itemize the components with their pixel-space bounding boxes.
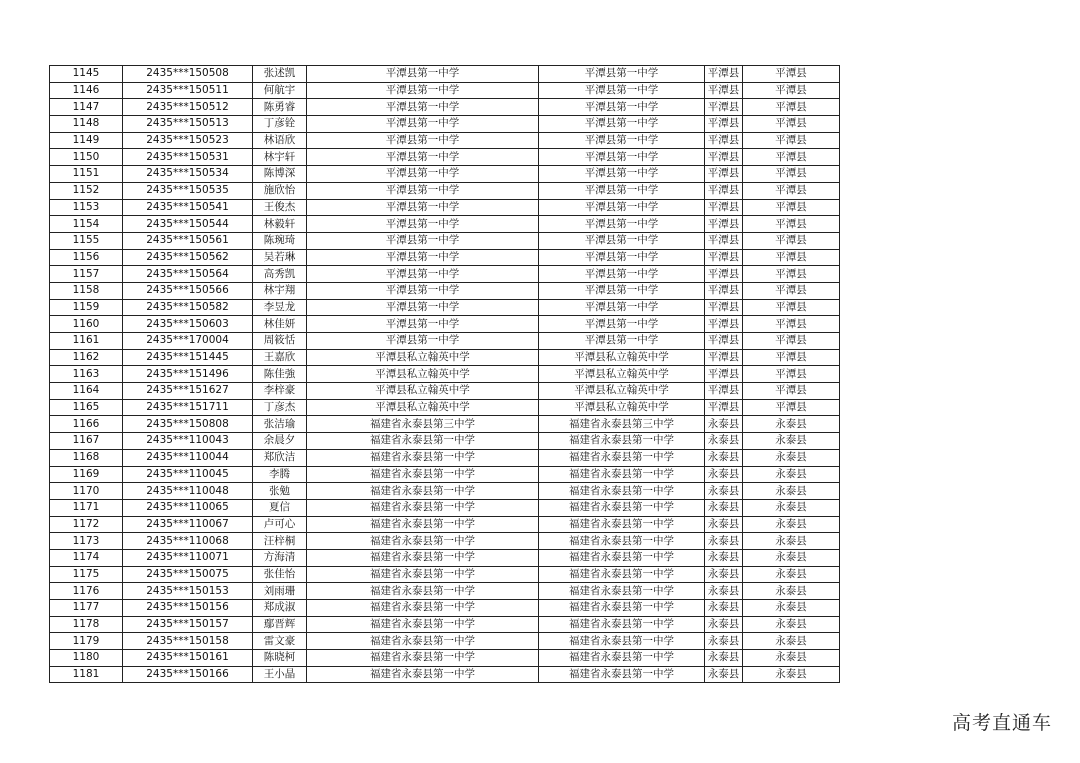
- exam-id-cell: 2435***110067: [123, 516, 253, 533]
- county-dup-cell: 平潭县: [743, 366, 840, 383]
- table-row: [50, 666, 840, 683]
- exam-id-cell: 2435***150562: [123, 249, 253, 266]
- school-dup-cell: 福建省永泰县第一中学: [539, 466, 705, 483]
- table-row: [50, 616, 840, 633]
- student-name-cell: 李梓豪: [253, 383, 307, 400]
- student-roster-table: [49, 65, 840, 683]
- table-row: [50, 232, 840, 249]
- row-number-cell: 1181: [50, 666, 123, 683]
- county-dup-cell: 平潭县: [743, 82, 840, 99]
- school-cell: 福建省永泰县第一中学: [307, 583, 539, 600]
- exam-id-cell: 2435***150156: [123, 600, 253, 617]
- county-dup-cell: 永泰县: [743, 499, 840, 516]
- table-row: [50, 499, 840, 516]
- county-dup-cell: 永泰县: [743, 600, 840, 617]
- school-dup-cell: 平潭县第一中学: [539, 282, 705, 299]
- roster-body: [50, 66, 840, 683]
- table-row: [50, 249, 840, 266]
- school-cell: 福建省永泰县第三中学: [307, 416, 539, 433]
- county-cell: 平潭县: [705, 249, 743, 266]
- table-row: [50, 383, 840, 400]
- county-dup-cell: 永泰县: [743, 516, 840, 533]
- county-cell: 平潭县: [705, 266, 743, 283]
- exam-id-cell: 2435***110048: [123, 483, 253, 500]
- school-dup-cell: 福建省永泰县第一中学: [539, 449, 705, 466]
- exam-id-cell: 2435***110043: [123, 433, 253, 450]
- row-number-cell: 1157: [50, 266, 123, 283]
- student-name-cell: 施欣怡: [253, 182, 307, 199]
- exam-id-cell: 2435***150541: [123, 199, 253, 216]
- school-cell: 平潭县第一中学: [307, 299, 539, 316]
- exam-id-cell: 2435***150075: [123, 566, 253, 583]
- county-dup-cell: 平潭县: [743, 199, 840, 216]
- school-dup-cell: 福建省永泰县第一中学: [539, 616, 705, 633]
- table-row: [50, 166, 840, 183]
- student-name-cell: 王俊杰: [253, 199, 307, 216]
- county-dup-cell: 平潭县: [743, 333, 840, 350]
- school-dup-cell: 平潭县第一中学: [539, 132, 705, 149]
- exam-id-cell: 2435***150157: [123, 616, 253, 633]
- county-cell: 永泰县: [705, 466, 743, 483]
- table-row: [50, 650, 840, 667]
- row-number-cell: 1164: [50, 383, 123, 400]
- county-cell: 永泰县: [705, 566, 743, 583]
- table-row: [50, 82, 840, 99]
- exam-id-cell: 2435***110065: [123, 499, 253, 516]
- student-name-cell: 林佳妍: [253, 316, 307, 333]
- school-dup-cell: 平潭县私立翰英中学: [539, 349, 705, 366]
- table-row: [50, 633, 840, 650]
- table-row: [50, 316, 840, 333]
- table-row: [50, 132, 840, 149]
- table-row: [50, 466, 840, 483]
- school-cell: 福建省永泰县第一中学: [307, 549, 539, 566]
- county-dup-cell: 永泰县: [743, 416, 840, 433]
- school-cell: 平潭县第一中学: [307, 282, 539, 299]
- exam-id-cell: 2435***150561: [123, 232, 253, 249]
- student-name-cell: 夏信: [253, 499, 307, 516]
- student-name-cell: 卢可心: [253, 516, 307, 533]
- student-name-cell: 周筱恬: [253, 333, 307, 350]
- school-dup-cell: 平潭县第一中学: [539, 333, 705, 350]
- table-row: [50, 282, 840, 299]
- table-row: [50, 216, 840, 233]
- school-dup-cell: 福建省永泰县第一中学: [539, 633, 705, 650]
- student-name-cell: 王小晶: [253, 666, 307, 683]
- student-name-cell: 郑欣洁: [253, 449, 307, 466]
- exam-id-cell: 2435***110071: [123, 549, 253, 566]
- school-cell: 福建省永泰县第一中学: [307, 566, 539, 583]
- county-dup-cell: 永泰县: [743, 449, 840, 466]
- county-dup-cell: 平潭县: [743, 249, 840, 266]
- county-dup-cell: 永泰县: [743, 633, 840, 650]
- student-name-cell: 林宇翔: [253, 282, 307, 299]
- row-number-cell: 1167: [50, 433, 123, 450]
- school-cell: 福建省永泰县第一中学: [307, 466, 539, 483]
- exam-id-cell: 2435***110045: [123, 466, 253, 483]
- school-cell: 平潭县第一中学: [307, 232, 539, 249]
- exam-id-cell: 2435***150564: [123, 266, 253, 283]
- school-dup-cell: 平潭县第一中学: [539, 316, 705, 333]
- county-dup-cell: 永泰县: [743, 566, 840, 583]
- county-cell: 平潭县: [705, 216, 743, 233]
- student-name-cell: 李腾: [253, 466, 307, 483]
- county-cell: 平潭县: [705, 116, 743, 133]
- exam-id-cell: 2435***150582: [123, 299, 253, 316]
- county-cell: 永泰县: [705, 533, 743, 550]
- student-name-cell: 何航宇: [253, 82, 307, 99]
- county-cell: 永泰县: [705, 666, 743, 683]
- row-number-cell: 1168: [50, 449, 123, 466]
- county-cell: 永泰县: [705, 633, 743, 650]
- student-name-cell: 林语欣: [253, 132, 307, 149]
- county-dup-cell: 平潭县: [743, 266, 840, 283]
- student-name-cell: 林毅轩: [253, 216, 307, 233]
- county-cell: 平潭县: [705, 149, 743, 166]
- school-dup-cell: 福建省永泰县第一中学: [539, 666, 705, 683]
- school-cell: 平潭县第一中学: [307, 182, 539, 199]
- student-name-cell: 张述凯: [253, 66, 307, 83]
- county-dup-cell: 平潭县: [743, 216, 840, 233]
- table-row: [50, 549, 840, 566]
- school-cell: 平潭县私立翰英中学: [307, 366, 539, 383]
- student-name-cell: 汪梓桐: [253, 533, 307, 550]
- row-number-cell: 1172: [50, 516, 123, 533]
- row-number-cell: 1162: [50, 349, 123, 366]
- table-row: [50, 516, 840, 533]
- student-name-cell: 林宇轩: [253, 149, 307, 166]
- county-cell: 永泰县: [705, 449, 743, 466]
- table-row: [50, 416, 840, 433]
- county-dup-cell: 平潭县: [743, 182, 840, 199]
- row-number-cell: 1173: [50, 533, 123, 550]
- county-cell: 平潭县: [705, 166, 743, 183]
- row-number-cell: 1161: [50, 333, 123, 350]
- school-cell: 平潭县第一中学: [307, 216, 539, 233]
- school-dup-cell: 平潭县第一中学: [539, 199, 705, 216]
- exam-id-cell: 2435***151711: [123, 399, 253, 416]
- school-dup-cell: 福建省永泰县第一中学: [539, 566, 705, 583]
- row-number-cell: 1174: [50, 549, 123, 566]
- table-row: [50, 583, 840, 600]
- school-dup-cell: 平潭县私立翰英中学: [539, 383, 705, 400]
- row-number-cell: 1170: [50, 483, 123, 500]
- county-cell: 平潭县: [705, 399, 743, 416]
- exam-id-cell: 2435***150511: [123, 82, 253, 99]
- student-name-cell: 鄢晋辉: [253, 616, 307, 633]
- exam-id-cell: 2435***150166: [123, 666, 253, 683]
- table-row: [50, 366, 840, 383]
- school-cell: 平潭县第一中学: [307, 66, 539, 83]
- county-dup-cell: 永泰县: [743, 466, 840, 483]
- student-name-cell: 王嘉欣: [253, 349, 307, 366]
- county-dup-cell: 平潭县: [743, 132, 840, 149]
- county-dup-cell: 平潭县: [743, 66, 840, 83]
- school-cell: 平潭县私立翰英中学: [307, 383, 539, 400]
- student-name-cell: 陈晓柯: [253, 650, 307, 667]
- school-dup-cell: 福建省永泰县第三中学: [539, 416, 705, 433]
- school-dup-cell: 福建省永泰县第一中学: [539, 433, 705, 450]
- student-name-cell: 雷文豪: [253, 633, 307, 650]
- county-cell: 平潭县: [705, 316, 743, 333]
- table-row: [50, 566, 840, 583]
- exam-id-cell: 2435***150523: [123, 132, 253, 149]
- row-number-cell: 1176: [50, 583, 123, 600]
- county-dup-cell: 平潭县: [743, 349, 840, 366]
- school-cell: 平潭县第一中学: [307, 333, 539, 350]
- exam-id-cell: 2435***150153: [123, 583, 253, 600]
- county-dup-cell: 平潭县: [743, 282, 840, 299]
- row-number-cell: 1155: [50, 232, 123, 249]
- row-number-cell: 1169: [50, 466, 123, 483]
- row-number-cell: 1145: [50, 66, 123, 83]
- county-dup-cell: 平潭县: [743, 399, 840, 416]
- table-row: [50, 99, 840, 116]
- exam-id-cell: 2435***110068: [123, 533, 253, 550]
- row-number-cell: 1152: [50, 182, 123, 199]
- school-dup-cell: 平潭县第一中学: [539, 216, 705, 233]
- school-dup-cell: 平潭县私立翰英中学: [539, 366, 705, 383]
- table-row: [50, 600, 840, 617]
- county-dup-cell: 平潭县: [743, 116, 840, 133]
- row-number-cell: 1153: [50, 199, 123, 216]
- table-row: [50, 149, 840, 166]
- exam-id-cell: 2435***150566: [123, 282, 253, 299]
- row-number-cell: 1179: [50, 633, 123, 650]
- student-name-cell: 李昱龙: [253, 299, 307, 316]
- county-cell: 永泰县: [705, 616, 743, 633]
- school-dup-cell: 福建省永泰县第一中学: [539, 516, 705, 533]
- school-cell: 平潭县第一中学: [307, 132, 539, 149]
- row-number-cell: 1177: [50, 600, 123, 617]
- school-cell: 福建省永泰县第一中学: [307, 650, 539, 667]
- row-number-cell: 1178: [50, 616, 123, 633]
- school-cell: 平潭县私立翰英中学: [307, 349, 539, 366]
- county-dup-cell: 永泰县: [743, 533, 840, 550]
- exam-id-cell: 2435***150158: [123, 633, 253, 650]
- county-dup-cell: 永泰县: [743, 483, 840, 500]
- school-cell: 福建省永泰县第一中学: [307, 449, 539, 466]
- table-row: [50, 299, 840, 316]
- county-cell: 平潭县: [705, 282, 743, 299]
- school-dup-cell: 福建省永泰县第一中学: [539, 549, 705, 566]
- row-number-cell: 1165: [50, 399, 123, 416]
- row-number-cell: 1163: [50, 366, 123, 383]
- county-dup-cell: 永泰县: [743, 549, 840, 566]
- table-row: [50, 483, 840, 500]
- student-name-cell: 余晨夕: [253, 433, 307, 450]
- student-name-cell: 陈琬琦: [253, 232, 307, 249]
- exam-id-cell: 2435***150603: [123, 316, 253, 333]
- school-cell: 平潭县第一中学: [307, 149, 539, 166]
- school-dup-cell: 平潭县第一中学: [539, 149, 705, 166]
- row-number-cell: 1149: [50, 132, 123, 149]
- exam-id-cell: 2435***150512: [123, 99, 253, 116]
- county-cell: 平潭县: [705, 333, 743, 350]
- exam-id-cell: 2435***150531: [123, 149, 253, 166]
- county-cell: 平潭县: [705, 349, 743, 366]
- school-cell: 平潭县第一中学: [307, 249, 539, 266]
- county-cell: 平潭县: [705, 299, 743, 316]
- table-row: [50, 349, 840, 366]
- county-cell: 永泰县: [705, 483, 743, 500]
- exam-id-cell: 2435***150544: [123, 216, 253, 233]
- row-number-cell: 1154: [50, 216, 123, 233]
- county-dup-cell: 平潭县: [743, 99, 840, 116]
- school-cell: 福建省永泰县第一中学: [307, 666, 539, 683]
- student-name-cell: 郑成淑: [253, 600, 307, 617]
- county-cell: 平潭县: [705, 232, 743, 249]
- student-name-cell: 张洁瑜: [253, 416, 307, 433]
- county-cell: 平潭县: [705, 66, 743, 83]
- school-cell: 福建省永泰县第一中学: [307, 499, 539, 516]
- student-name-cell: 陈佳強: [253, 366, 307, 383]
- student-name-cell: 张勉: [253, 483, 307, 500]
- student-name-cell: 陈勇睿: [253, 99, 307, 116]
- school-dup-cell: 平潭县第一中学: [539, 116, 705, 133]
- student-name-cell: 张佳怡: [253, 566, 307, 583]
- table-row: [50, 533, 840, 550]
- table-row: [50, 66, 840, 83]
- county-dup-cell: 平潭县: [743, 299, 840, 316]
- county-cell: 平潭县: [705, 199, 743, 216]
- exam-id-cell: 2435***150513: [123, 116, 253, 133]
- table-row: [50, 182, 840, 199]
- exam-id-cell: 2435***150534: [123, 166, 253, 183]
- table-row: [50, 199, 840, 216]
- school-cell: 福建省永泰县第一中学: [307, 483, 539, 500]
- student-name-cell: 刘雨珊: [253, 583, 307, 600]
- row-number-cell: 1159: [50, 299, 123, 316]
- row-number-cell: 1158: [50, 282, 123, 299]
- county-cell: 永泰县: [705, 583, 743, 600]
- county-cell: 平潭县: [705, 132, 743, 149]
- student-name-cell: 陈博深: [253, 166, 307, 183]
- watermark-logo-text: 高考直通车: [951, 712, 1052, 734]
- table-row: [50, 449, 840, 466]
- school-cell: 福建省永泰县第一中学: [307, 433, 539, 450]
- school-cell: 平潭县第一中学: [307, 166, 539, 183]
- school-dup-cell: 福建省永泰县第一中学: [539, 483, 705, 500]
- row-number-cell: 1160: [50, 316, 123, 333]
- row-number-cell: 1146: [50, 82, 123, 99]
- school-cell: 福建省永泰县第一中学: [307, 533, 539, 550]
- county-dup-cell: 平潭县: [743, 166, 840, 183]
- row-number-cell: 1151: [50, 166, 123, 183]
- county-cell: 平潭县: [705, 82, 743, 99]
- school-cell: 平潭县第一中学: [307, 316, 539, 333]
- school-cell: 平潭县第一中学: [307, 99, 539, 116]
- county-cell: 平潭县: [705, 182, 743, 199]
- county-dup-cell: 平潭县: [743, 232, 840, 249]
- row-number-cell: 1166: [50, 416, 123, 433]
- county-cell: 永泰县: [705, 516, 743, 533]
- school-dup-cell: 平潭县第一中学: [539, 166, 705, 183]
- student-name-cell: 丁彦杰: [253, 399, 307, 416]
- school-cell: 福建省永泰县第一中学: [307, 516, 539, 533]
- exam-id-cell: 2435***151496: [123, 366, 253, 383]
- student-name-cell: 吴若琳: [253, 249, 307, 266]
- student-name-cell: 方海清: [253, 549, 307, 566]
- row-number-cell: 1180: [50, 650, 123, 667]
- school-cell: 平潭县第一中学: [307, 82, 539, 99]
- exam-id-cell: 2435***110044: [123, 449, 253, 466]
- school-dup-cell: 福建省永泰县第一中学: [539, 650, 705, 667]
- county-dup-cell: 永泰县: [743, 666, 840, 683]
- row-number-cell: 1171: [50, 499, 123, 516]
- school-dup-cell: 平潭县第一中学: [539, 299, 705, 316]
- school-dup-cell: 平潭县私立翰英中学: [539, 399, 705, 416]
- row-number-cell: 1150: [50, 149, 123, 166]
- county-cell: 永泰县: [705, 549, 743, 566]
- school-cell: 福建省永泰县第一中学: [307, 633, 539, 650]
- school-dup-cell: 平潭县第一中学: [539, 99, 705, 116]
- school-dup-cell: 福建省永泰县第一中学: [539, 499, 705, 516]
- school-cell: 平潭县第一中学: [307, 116, 539, 133]
- county-cell: 平潭县: [705, 99, 743, 116]
- exam-id-cell: 2435***150161: [123, 650, 253, 667]
- row-number-cell: 1148: [50, 116, 123, 133]
- student-name-cell: 高秀凯: [253, 266, 307, 283]
- school-dup-cell: 平潭县第一中学: [539, 66, 705, 83]
- exam-id-cell: 2435***151627: [123, 383, 253, 400]
- county-cell: 永泰县: [705, 499, 743, 516]
- table-row: [50, 333, 840, 350]
- exam-id-cell: 2435***170004: [123, 333, 253, 350]
- school-dup-cell: 平潭县第一中学: [539, 249, 705, 266]
- county-dup-cell: 永泰县: [743, 583, 840, 600]
- county-cell: 永泰县: [705, 650, 743, 667]
- school-cell: 平潭县第一中学: [307, 199, 539, 216]
- row-number-cell: 1175: [50, 566, 123, 583]
- school-cell: 福建省永泰县第一中学: [307, 600, 539, 617]
- school-cell: 平潭县第一中学: [307, 266, 539, 283]
- table-row: [50, 266, 840, 283]
- school-dup-cell: 平潭县第一中学: [539, 232, 705, 249]
- exam-id-cell: 2435***150508: [123, 66, 253, 83]
- table-row: [50, 116, 840, 133]
- school-dup-cell: 平潭县第一中学: [539, 266, 705, 283]
- county-dup-cell: 永泰县: [743, 616, 840, 633]
- county-cell: 永泰县: [705, 416, 743, 433]
- school-dup-cell: 福建省永泰县第一中学: [539, 600, 705, 617]
- row-number-cell: 1147: [50, 99, 123, 116]
- county-cell: 平潭县: [705, 383, 743, 400]
- school-dup-cell: 福建省永泰县第一中学: [539, 533, 705, 550]
- county-cell: 永泰县: [705, 433, 743, 450]
- county-cell: 永泰县: [705, 600, 743, 617]
- school-dup-cell: 福建省永泰县第一中学: [539, 583, 705, 600]
- student-name-cell: 丁彦铨: [253, 116, 307, 133]
- row-number-cell: 1156: [50, 249, 123, 266]
- exam-id-cell: 2435***150535: [123, 182, 253, 199]
- exam-id-cell: 2435***151445: [123, 349, 253, 366]
- school-dup-cell: 平潭县第一中学: [539, 182, 705, 199]
- county-dup-cell: 平潭县: [743, 383, 840, 400]
- school-dup-cell: 平潭县第一中学: [539, 82, 705, 99]
- county-dup-cell: 平潭县: [743, 316, 840, 333]
- school-cell: 平潭县私立翰英中学: [307, 399, 539, 416]
- exam-id-cell: 2435***150808: [123, 416, 253, 433]
- county-dup-cell: 永泰县: [743, 650, 840, 667]
- county-cell: 平潭县: [705, 366, 743, 383]
- table-row: [50, 399, 840, 416]
- county-dup-cell: 永泰县: [743, 433, 840, 450]
- school-cell: 福建省永泰县第一中学: [307, 616, 539, 633]
- county-dup-cell: 平潭县: [743, 149, 840, 166]
- table-row: [50, 433, 840, 450]
